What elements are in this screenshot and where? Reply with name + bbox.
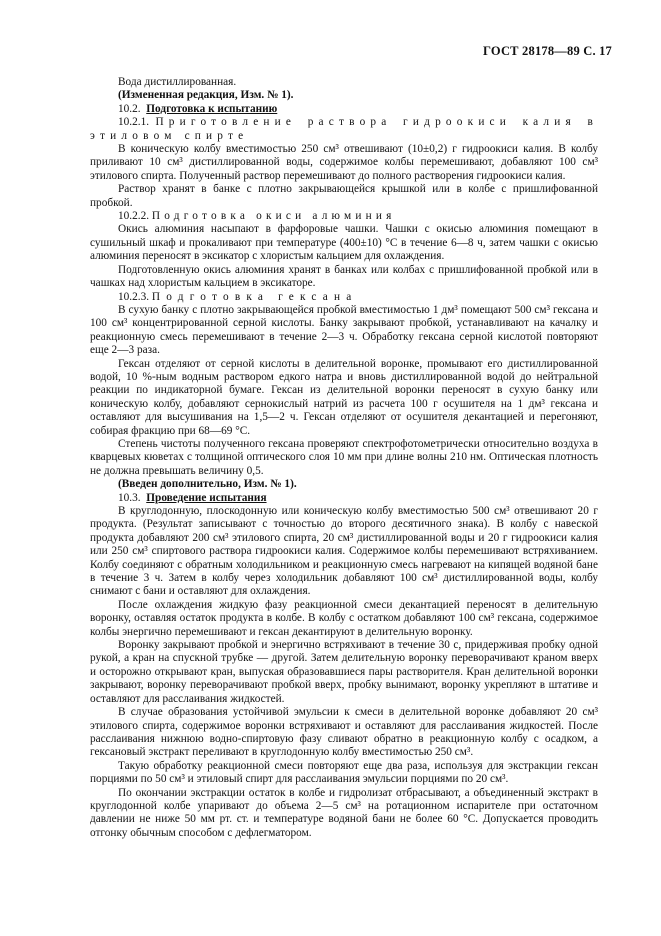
paragraph: Раствор хранят в банке с плотно закрывающейся крышкой или в колбе с пришлифованной пробкой.: [90, 183, 598, 209]
amendment-note: (Измененная редакция, Изм. № 1).: [118, 89, 294, 102]
paragraph: Степень чистоты полученного гексана проверяют спектрофотометрически относительно воздуха в кварцевых кюветах с толщиной оптического слоя 10 мм при длине волны 210 нм. Оптическая плотность не должна превышать величину 0,5.: [90, 437, 598, 477]
subsection-heading-10-2-2: [90, 210, 598, 223]
paragraph: Воронку закрывают пробкой и энергично встряхивают в течение 30 с, придерживая пробку одной рукой, а кран на спускной трубке — другой. Затем делительную воронку переворачивают краном вверх и осторожно открывают кран, выпуская образовавшиеся пары растворителя. Кран делительной воронки закрывают, воронку переворачивают пробкой вверх, пробку вынимают, воронку укрепляют в штативе и оставляют для расслаивания жидкостей.: [90, 639, 598, 705]
paragraph: По окончании экстракции остаток в колбе и гидролизат отбрасывают, а объединенный экстракт в круглодонной колбе упаривают до объема 2—5 см³ на ротационном испарителе при остаточном давлении не ниже 50 мм рт. ст. и температуре водяной бани не более 60 °С. Допускается проводить отгонку обычным способом с дефлегматором.: [90, 786, 598, 839]
amendment-note: (Введен дополнительно, Изм. № 1).: [118, 478, 297, 491]
paragraph: В сухую банку с плотно закрывающейся пробкой вместимостью 1 дм³ помещают 500 см³ гексана и 100 см³ концентрированной серной кислоты. Банку закрывают пробкой, устанавливают на качалку и реакционную смесь перемешивают в течение 2—3 ч. Обработку гексана серной кислотой повторяют еще 2—3 раза.: [90, 303, 598, 357]
paragraph: В коническую колбу вместимостью 250 см³ отвешивают (10±0,2) г гидроокиси калия. В колбу приливают 10 см³ дистиллированной воды, содержимое колбы перемешивают, добавляют 100 см³ этилового спирта. Полученный раствор перемешивают до полного растворения гидроокиси калия.: [90, 143, 598, 182]
paragraph: В случае образования устойчивой эмульсии к смеси в делительной воронке добавляют 20 см³ этилового спирта, содержимое воронки встряхивают и оставляют для расслаивания жидкостей. После расслаивания нижнюю водно-спиртовую фазу сливают обратно в реакционную колбу с осадком, а гексановый экстракт переливают в круглодонную колбу вместимостью 250 см³.: [90, 706, 598, 759]
page-header: ГОСТ 28178—89 С. 17: [483, 44, 612, 58]
subsection-heading-10-2-1: [90, 116, 598, 143]
paragraph: После охлаждения жидкую фазу реакционной смеси декантацией переносят в делительную воронку, оставляя остаток продукта в колбе. В колбу с остатком добавляют 100 см³ гексана, содержимое колбы энергично перемешивают и гексан декантируют в делительную воронку.: [90, 598, 598, 638]
subsection-number: 10.2.2.: [118, 210, 150, 223]
section-heading-10-2: [90, 103, 598, 116]
section-number: 10.3.: [118, 491, 141, 504]
section-number: 10.2.: [118, 102, 141, 115]
document-body: [90, 76, 598, 840]
section-title: Проведение испытания: [146, 491, 267, 504]
subsection-heading-10-2-3: [90, 291, 598, 304]
paragraph: Такую обработку реакционной смеси повторяют еще два раза, используя для экстракции гексан порциями по 50 см³ и этиловый спирт для расслаивания эмульсии порциями по 20 см³.: [90, 759, 598, 786]
subsection-number: 10.2.3.: [118, 290, 150, 303]
subsection-title: Подготовка гексана: [151, 290, 358, 303]
paragraph: Гексан отделяют от серной кислоты в делительной воронке, промывают его дистиллированной водой, 10 %-ным водным раствором едкого натра и вновь дистиллированной водой до нейтральной реакции по индикаторной бумаге. Гексан из делительной воронки переносят в сухую банку или коническую колбу, добавляют сернокислый натрий из расчета 100 г осушителя на 1 дм³ гексана и оставляют для высушивания на 1,5—2 ч. Гексан отделяют от осушителя декантацией и перегоняют, собирая фракцию при 68—69 °С.: [90, 357, 598, 437]
paragraph-water: Вода дистиллированная.: [118, 76, 237, 88]
paragraph: В круглодонную, плоскодонную или коническую колбу вместимостью 500 см³ отвешивают 20 г продукта. (Результат записывают с точностью до второго десятичного знака). В колбу с навеской продукта добавляют 200 см³ этилового спирта, 20 см³ дистиллированной воды и 20 г гидроокиси калия или 250 см³ спиртового раствора гидроокиси калия. Содержимое колбы перемешивают встряхиванием. Колбу соединяют с обратным холодильником и реакционную смесь нагревают на кипящей водяной бане в течение 3 ч. Затем в колбу через холодильник добавляют 100 см³ дистиллированной воды, колбу снимают с бани и оставляют для охлаждения.: [90, 505, 598, 598]
subsection-title: Подготовка окиси алюминия: [151, 210, 396, 223]
section-heading-10-3: [90, 492, 598, 505]
subsection-title: Приготовление раствора гидроокиси калия в этиловом спирте: [90, 116, 598, 142]
section-title: Подготовка к испытанию: [146, 102, 278, 115]
paragraph: Окись алюминия насыпают в фарфоровые чашки. Чашки с окисью алюминия помещают в сушильный шкаф и прокаливают при температуре (400±10) °С в течение 6—8 ч, затем чашки с окисью алюминия переносят в эксикатор с хлористым кальцием для охлаждения.: [90, 223, 598, 263]
paragraph: Подготовленную окись алюминия хранят в банках или колбах с пришлифованной пробкой или в чашках над хлористым кальцием в эксикаторе.: [90, 263, 598, 290]
subsection-number: 10.2.1.: [118, 116, 150, 129]
